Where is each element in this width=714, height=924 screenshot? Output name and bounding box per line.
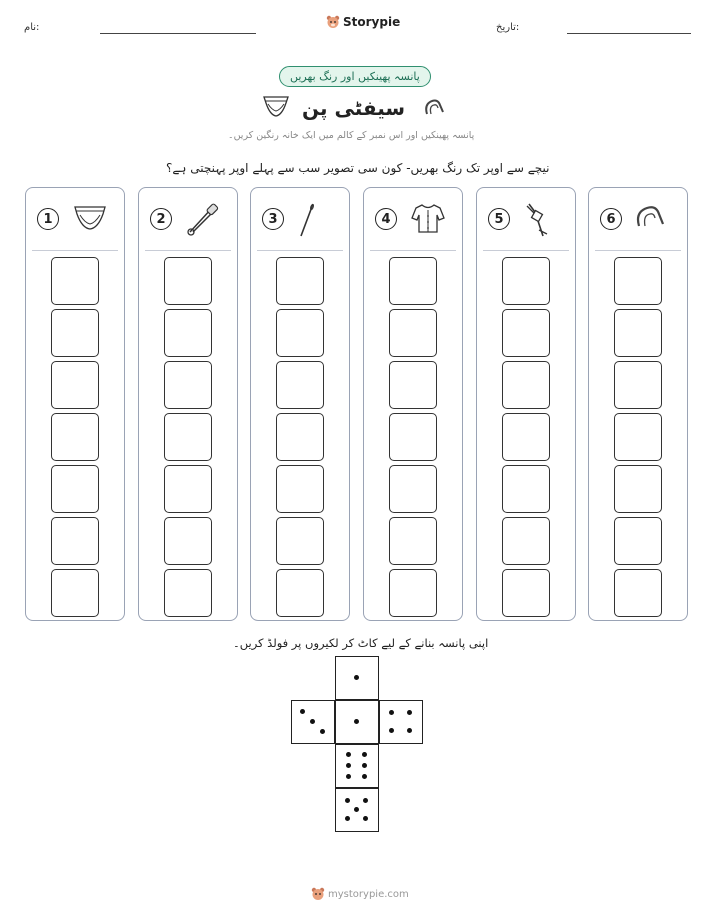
safety-pin-icon: [185, 202, 219, 240]
color-cell[interactable]: [614, 309, 662, 357]
color-cell[interactable]: [51, 257, 99, 305]
column-number: 2: [150, 208, 172, 230]
dice-face-3: [291, 700, 335, 744]
color-cell[interactable]: [276, 569, 324, 617]
dice-pip: [363, 816, 368, 821]
color-cell[interactable]: [389, 361, 437, 409]
dice-pip: [310, 719, 315, 724]
column-divider: [32, 250, 118, 251]
column-divider: [145, 250, 231, 251]
color-cell[interactable]: [502, 413, 550, 461]
color-cell[interactable]: [502, 309, 550, 357]
color-cell[interactable]: [51, 309, 99, 357]
dice-pip: [362, 763, 367, 768]
dice-pip: [354, 719, 359, 724]
date-line[interactable]: [567, 33, 691, 34]
dice-face-6: [335, 744, 379, 788]
shirt-icon: [410, 202, 446, 238]
color-cell[interactable]: [51, 569, 99, 617]
hook-title-icon: [423, 96, 447, 122]
column-4: [363, 187, 463, 621]
dice-pip: [345, 816, 350, 821]
color-cell[interactable]: [164, 309, 212, 357]
dice-pip: [346, 774, 351, 779]
color-cell[interactable]: [614, 465, 662, 513]
color-cell[interactable]: [164, 413, 212, 461]
dice-pip: [346, 763, 351, 768]
column-5: [476, 187, 576, 621]
footer: [311, 887, 409, 901]
column-divider: [483, 250, 569, 251]
color-cell[interactable]: [276, 309, 324, 357]
color-cell[interactable]: [389, 413, 437, 461]
color-cell[interactable]: [51, 361, 99, 409]
page-title: سیفٹی پن: [302, 96, 406, 120]
color-cell[interactable]: [164, 465, 212, 513]
dice-face-1: [335, 656, 379, 700]
color-cell[interactable]: [389, 465, 437, 513]
column-3: [250, 187, 350, 621]
color-cell[interactable]: [276, 257, 324, 305]
color-cell[interactable]: [614, 569, 662, 617]
color-cell[interactable]: [389, 517, 437, 565]
column-number: 3: [262, 208, 284, 230]
color-cell[interactable]: [502, 517, 550, 565]
color-cell[interactable]: [389, 257, 437, 305]
bear-icon: [311, 887, 325, 901]
column-number: 6: [600, 208, 622, 230]
color-cell[interactable]: [502, 361, 550, 409]
footer-url[interactable]: mystorypie.com: [328, 888, 409, 900]
color-cell[interactable]: [276, 361, 324, 409]
column-2: [138, 187, 238, 621]
dice-face-5: [335, 788, 379, 832]
date-label: تاریخ:: [496, 22, 520, 33]
color-cell[interactable]: [276, 465, 324, 513]
name-line[interactable]: [100, 33, 256, 34]
dice-pip: [362, 752, 367, 757]
color-cell[interactable]: [502, 569, 550, 617]
color-cell[interactable]: [164, 361, 212, 409]
dice-pip: [300, 709, 305, 714]
dice-pip: [389, 710, 394, 715]
color-cell[interactable]: [51, 413, 99, 461]
column-number: 1: [37, 208, 59, 230]
color-cell[interactable]: [51, 517, 99, 565]
color-cell[interactable]: [276, 413, 324, 461]
column-divider: [257, 250, 343, 251]
dice-pip: [389, 728, 394, 733]
diaper-icon: [72, 202, 108, 236]
brand-name: Storypie: [343, 15, 401, 29]
color-cell[interactable]: [614, 257, 662, 305]
dice-pip: [354, 675, 359, 680]
color-cell[interactable]: [614, 361, 662, 409]
column-number: 4: [375, 208, 397, 230]
dice-pip: [354, 807, 359, 812]
color-cell[interactable]: [614, 517, 662, 565]
color-cell[interactable]: [51, 465, 99, 513]
color-cell[interactable]: [164, 569, 212, 617]
column-divider: [595, 250, 681, 251]
brand-logo: [326, 15, 400, 29]
diaper-title-icon: [262, 93, 290, 123]
bear-icon: [326, 15, 340, 29]
fold-instruction: اپنی پانسہ بنانے کے لیے کاٹ کر لکیروں پر فولڈ کریں۔: [233, 636, 489, 650]
color-cell[interactable]: [276, 517, 324, 565]
column-number: 5: [488, 208, 510, 230]
column-6: [588, 187, 688, 621]
color-cell[interactable]: [389, 309, 437, 357]
color-cell[interactable]: [164, 517, 212, 565]
dice-face-1: [335, 700, 379, 744]
dice-pip: [407, 728, 412, 733]
dice-pip: [362, 774, 367, 779]
color-cell[interactable]: [614, 413, 662, 461]
name-label: نام:: [24, 22, 40, 33]
column-divider: [370, 250, 456, 251]
hook-icon: [635, 202, 667, 234]
color-cell[interactable]: [389, 569, 437, 617]
dice-pip: [363, 798, 368, 803]
clamp-icon: [523, 202, 551, 242]
dice-pip: [345, 798, 350, 803]
color-cell[interactable]: [164, 257, 212, 305]
page-subtitle: پانسہ پھینکیں اور اس نمبر کے کالم میں ایک خانہ رنگین کریں۔: [228, 130, 475, 141]
dice-pip: [346, 752, 351, 757]
color-cell[interactable]: [502, 257, 550, 305]
dice-pip: [407, 710, 412, 715]
activity-pill: پانسہ پھینکیں اور رنگ بھریں: [279, 66, 431, 87]
color-cell[interactable]: [502, 465, 550, 513]
column-1: [25, 187, 125, 621]
dice-face-4: [379, 700, 423, 744]
question-text: نیچے سے اوپر تک رنگ بھریں- کون سی تصویر سب سے پہلے اوپر پہنچتی ہے؟: [166, 161, 550, 175]
dice-pip: [320, 729, 325, 734]
needle-icon: [297, 202, 317, 242]
